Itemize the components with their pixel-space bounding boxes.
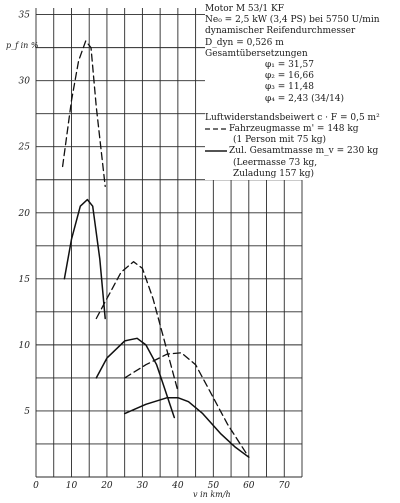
y-tick-label: 20: [18, 208, 30, 219]
motor-label: Motor M 53/1 KF: [205, 4, 284, 14]
power-label: Ne₀ = 2,5 kW (3,4 PS) bei 5750 U/min: [205, 15, 380, 26]
x-tick-label: 0: [33, 481, 39, 491]
x-tick-label: 60: [243, 481, 255, 491]
x-tick-label: 50: [207, 481, 220, 491]
ratios-label: Gesamtübersetzungen: [205, 48, 308, 59]
x-tick-label: 40: [172, 481, 184, 491]
mass1-note: (1 Person mit 75 kg): [233, 135, 327, 146]
tire-value: D_dyn = 0,526 m: [205, 37, 284, 48]
y-tick-label: 15: [18, 274, 30, 285]
drag-label: Luftwiderstandsbeiwert c · F = 0,5 m²: [205, 112, 380, 123]
legend-dashed-sample: [205, 126, 227, 132]
mass2-note-1: (Leermasse 73 kg,: [233, 157, 318, 168]
ratio-1: φ₁ = 31,57: [265, 60, 314, 71]
x-tick-label: 10: [65, 481, 78, 491]
y-tick-label: 5: [24, 406, 30, 417]
x-axis-label: v in km/h: [193, 490, 231, 499]
curve-dashed-3: [96, 262, 178, 391]
y-tick-labels: [18, 11, 31, 417]
x-tick-label: 20: [101, 481, 113, 491]
mass1-label: Fahrzeugmasse m' = 148 kg: [229, 124, 359, 135]
legend: [205, 4, 397, 180]
x-tick-labels: [33, 481, 290, 491]
tire-label: dynamischer Reifendurchmesser: [205, 26, 356, 37]
curve-solid-2: [64, 200, 105, 319]
ratio-4: φ₄ = 2,43 (34/14): [265, 93, 345, 104]
legend-solid-sample: [205, 148, 227, 154]
y-tick-label: 30: [18, 76, 30, 87]
y-tick-label: 35: [18, 10, 30, 21]
y-tick-label: 25: [18, 142, 30, 153]
legend-entry-mass1: [205, 124, 397, 135]
mass2-label: Zul. Gesamtmasse m_v = 230 kg: [229, 146, 379, 157]
y-tick-label: 10: [18, 340, 30, 351]
y-axis-label: p_f in %: [6, 41, 39, 50]
ratio-3: φ₃ = 11,48: [265, 82, 314, 93]
curve-solid-6: [125, 398, 249, 458]
x-tick-label: 70: [278, 481, 290, 491]
ratio-2: φ₂ = 16,66: [265, 71, 314, 82]
mass2-note-2: Zuladung 157 kg): [233, 168, 315, 179]
x-tick-label: 30: [136, 481, 149, 491]
legend-entry-mass2: [205, 146, 397, 157]
